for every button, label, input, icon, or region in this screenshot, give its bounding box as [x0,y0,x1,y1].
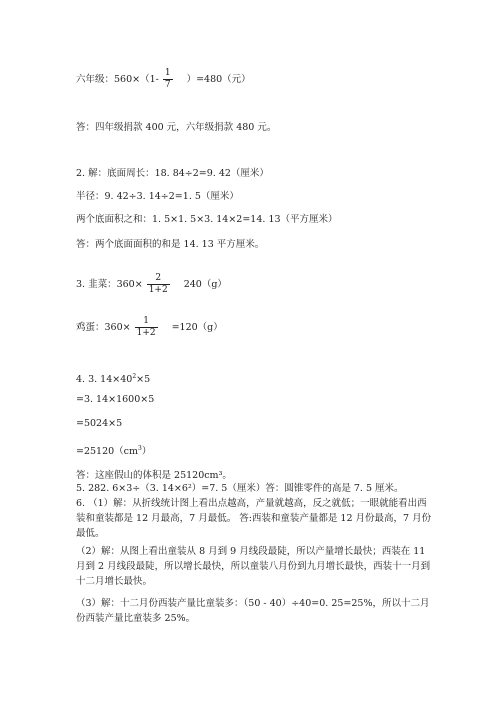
p3-egg-denominator: 1+2 [136,328,156,338]
p6-part-3: （3）解：十二月份西装产量比童装多：（50 - 40）÷40=0. 25=25%，所以十二月份西装产量比童装多 25%。 [76,598,430,624]
p3-egg-numerator: 1 [143,316,149,326]
p3-egg-pre: 鸡蛋：360× [76,322,131,333]
p2-line-1: 2. 解：底面周长：18. 84÷2=9. 42（厘米） [76,168,269,179]
p5-text: 5. 282. 6×3÷（3. 14×6²）=7. 5（厘米）答：圆锥零件的高是 7. 5 厘米。 [76,483,404,494]
p1-fraction [163,68,173,91]
p3-leek-fraction [147,273,170,296]
p4-answer: 答：这座假山的体积是 25120cm³。 [76,470,232,481]
p3-egg [76,316,223,339]
p4-line-4-b: ） [141,446,152,458]
p3-leek-pre: 3. 韭菜：360× [76,279,143,290]
p1-answer: 答：四年级捐款 400 元，六年级捐款 480 元。 [76,122,277,133]
p4-line-1-b: ×5 [136,374,151,386]
p6-part-1: 6. （1）解：从折线统计图上看出点越高，产量就越高，反之就低；一眼就能看出西装和童装都是 12 月最高，7 月最低。 答:西装和童装产量都是 12 月份最高，7 月份最低。 [76,498,432,539]
p2-answer: 答：两个底面面积的和是 14. 13 平方厘米。 [76,239,265,250]
p3-leek-numerator: 2 [155,273,162,283]
p4-line-4-exponent: 3 [138,445,142,452]
p1-equation-post: ）=480（元） [186,74,251,85]
p4-line-1-a: 4. 3. 14×40 [76,374,133,386]
p4-line-1-exponent: 2 [132,373,137,380]
p2-line-3: 两个底面积之和：1. 5×1. 5×3. 14×2=14. 13（平方厘米） [76,214,338,225]
p4-line-4 [76,442,151,458]
p1-equation [76,68,251,91]
p1-fraction-numerator: 1 [164,68,171,78]
p2-line-2: 半径：9. 42÷3. 14÷2=1. 5（厘米） [76,191,239,202]
p3-leek-post: 240（g） [183,279,227,290]
p3-egg-fraction [135,316,158,339]
p3-egg-post: =120（g） [171,322,223,333]
p6-part-2: （2）解：从图上看出童装从 8 月到 9 月线段最陡，所以产量增长最快；西装在 11 月到 2 月线段最陡，所以增长最快，所以童装八月份到九月增长最快，西装十一月到十二月增长最快。 [76,546,431,587]
p3-leek-denominator: 1+2 [148,285,168,295]
p4-line-1 [76,370,150,386]
p4-line-3: =5024×5 [76,418,123,429]
p3-leek [76,273,227,296]
p1-equation-pre: 六年级：560×（1- [76,74,159,85]
p4-line-4-a: =25120（cm [76,446,139,458]
p1-fraction-denominator: 7 [164,80,171,90]
p4-line-2: =3. 14×1600×5 [76,394,155,405]
